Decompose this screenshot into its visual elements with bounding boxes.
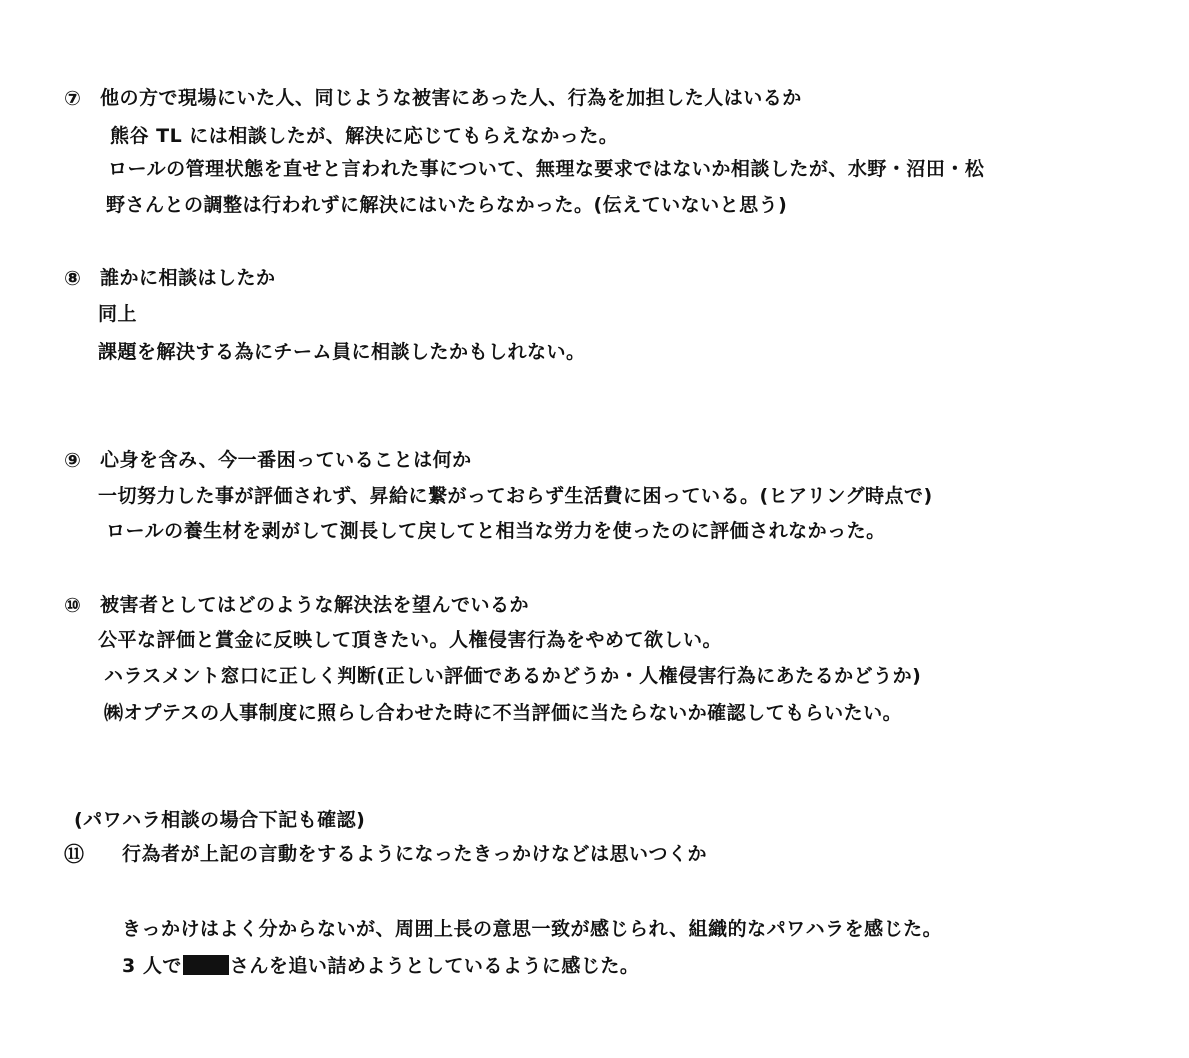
question-11-text: 行為者が上記の言動をするようになったきっかけなどは思いつくか	[122, 843, 708, 865]
question-number-7: ⑦	[64, 86, 81, 110]
question-number-9: ⑨	[64, 448, 81, 472]
answer-7-line-3: 野さんとの調整は行われずに解決にはいたらなかった。(伝えていないと思う)	[106, 194, 788, 216]
redaction-block	[183, 955, 229, 975]
answer-10-line-1: 公平な評価と賞金に反映して頂きたい。人権侵害行為をやめて欲しい。	[98, 629, 723, 651]
answer-8-line-2: 課題を解決する為にチーム員に相談したかもしれない。	[98, 341, 586, 363]
power-harassment-note: (パワハラ相談の場合下記も確認)	[74, 809, 366, 831]
question-number-8: ⑧	[64, 266, 81, 290]
question-8-text: 誰かに相談はしたか	[100, 267, 276, 289]
question-10-text: 被害者としてはどのような解決法を望んでいるか	[100, 594, 530, 616]
answer-7-line-1: 熊谷 TL には相談したが、解決に応じてもらえなかった。	[110, 125, 619, 147]
answer-11-line-1: きっかけはよく分からないが、周囲上長の意思一致が感じられ、組織的なパワハラを感じた。	[122, 918, 943, 940]
question-number-10: ⑩	[64, 593, 81, 617]
answer-11-line-2-prefix: 3 人で	[122, 955, 182, 977]
answer-9-line-2: ロールの養生材を剥がして測長して戻してと相当な労力を使ったのに評価されなかった。	[106, 520, 886, 542]
answer-9-line-1: 一切努力した事が評価されず、昇給に繋がっておらず生活費に困っている。(ヒアリング時点で)	[98, 485, 933, 507]
question-number-11: ⑪	[64, 842, 84, 866]
answer-7-line-2: ロールの管理状態を直せと言われた事について、無理な要求ではないか相談したが、水野・沼田・松	[108, 158, 985, 180]
answer-11-line-2-suffix: さんを追い詰めようとしているように感じた。	[229, 955, 640, 977]
question-9-text: 心身を含み、今一番困っていることは何か	[100, 449, 472, 471]
answer-8-line-1: 同上	[98, 303, 138, 325]
answer-10-line-2: ハラスメント窓口に正しく判断(正しい評価であるかどうか・人権侵害行為にあたるかどうか)	[104, 665, 922, 687]
answer-11-line-2	[122, 954, 639, 978]
question-7-text: 他の方で現場にいた人、同じような被害にあった人、行為を加担した人はいるか	[100, 87, 802, 109]
answer-10-line-3: ㈱オプテスの人事制度に照らし合わせた時に不当評価に当たらないか確認してもらいたい。	[104, 702, 903, 724]
